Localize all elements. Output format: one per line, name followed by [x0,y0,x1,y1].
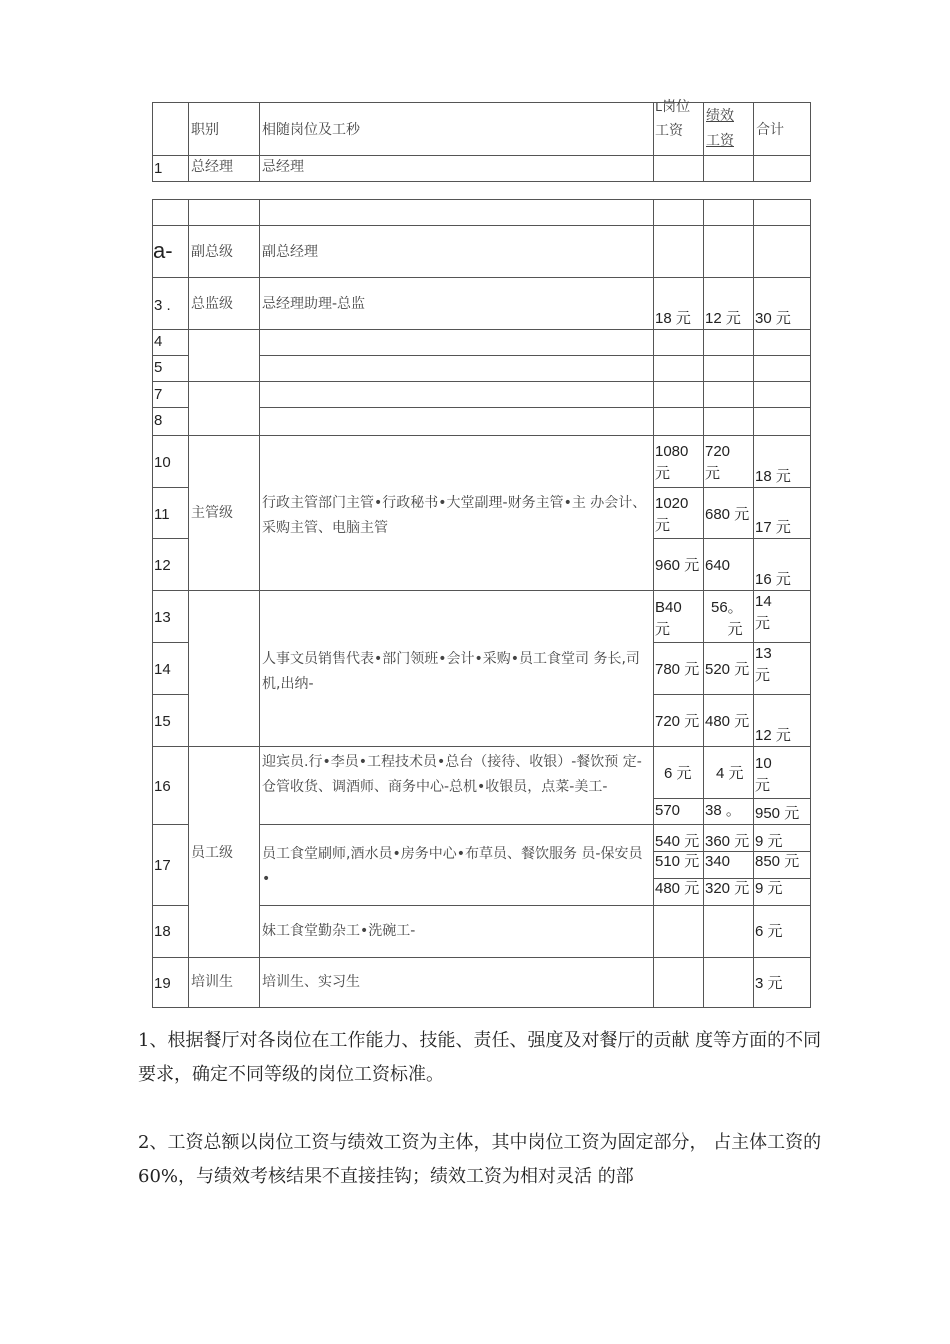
row-positions: 人事文员销售代表•部门领班•会计•采购•员工食堂司 务长,司机,出纳- [262,651,640,692]
performance-salary: 12 元 [705,310,741,327]
cell [188,199,260,226]
performance-salary: 480 元 [705,713,750,730]
cell [653,329,704,356]
base-salary: 1080 元 [655,443,689,482]
row-number: 15 [154,713,171,730]
row-positions: 忌经理 [262,159,304,175]
row-number: 4 [154,333,163,350]
row-number: 13 [154,609,171,626]
base-salary: 480 元 [655,880,700,897]
performance-salary: 640 [705,557,731,574]
cell [653,155,704,182]
cell [259,225,654,278]
cell [259,381,654,408]
row-number: 16 [154,778,171,795]
cell [703,355,754,382]
row-level: 员工级 [191,845,233,861]
cell [259,355,654,382]
row-number: 19 [154,975,171,992]
cell [753,381,811,408]
base-salary: 720 元 [655,713,700,730]
row-positions: 迎宾员.行•李员•工程技术员•总台（接待、收银）-餐饮预 定-仓管收货、调酒师、商务中心-总机•收银员，点菜-美工- [262,754,642,795]
total-salary: 30 元 [755,310,791,327]
cell [259,155,654,182]
cell [703,905,754,958]
total-salary: 850 元 [755,853,800,870]
row-number: 8 [154,412,163,429]
cell [703,957,754,1008]
paragraph-2: 2、工资总额以岗位工资与绩效工资为主体，其中岗位工资为固定部分， 占主体工资的 60%，与绩效考核结果不直接挂钩；绩效工资为相对灵活 的部 [138,1132,822,1188]
row-positions: 培训生、实习生 [262,974,360,990]
cell [259,199,654,226]
total-salary: 6 元 [755,923,783,940]
row-number: 5 [154,359,163,376]
total-salary: 950 元 [755,805,800,822]
performance-salary: 38 。 [705,802,741,819]
row-positions: 行政主管部门主管•行政秘书•大堂副理-财务主管•主 办会计、采购主管、电脑主管 [262,495,647,536]
base-salary: 18 元 [655,310,691,327]
base-salary: 780 元 [655,661,700,678]
total-salary: 16 元 [755,571,791,588]
row-number: 12 [154,557,171,574]
cell [152,199,189,226]
cell [188,381,260,436]
cell [259,329,654,356]
cell [188,590,260,747]
row-number: 10 [154,454,171,471]
row-positions: 副总经理 [262,244,318,260]
row-number: 7 [154,386,163,403]
cell [703,381,754,408]
base-salary: 540 元 [655,833,700,850]
performance-salary: 56。 元 [711,599,743,638]
cell [753,329,811,356]
total-salary: 17 元 [755,519,791,536]
cell [753,199,811,226]
performance-salary: 360 元 [705,833,750,850]
performance-salary: 520 元 [705,661,750,678]
row-level: 培训生 [191,974,233,990]
row-positions: 员工食堂刷师,酒水员•房务中心•布草员、餐饮服务 员-保安员• [262,846,643,887]
row-positions: 忌经理助理-总监 [262,296,366,312]
row-number: 3 . [154,297,171,314]
level-col-header: 职别 [191,122,219,138]
total-salary: 14 元 [755,593,772,632]
row-level: 副总级 [191,244,233,260]
cell [653,957,704,1008]
total-salary: 9 元 [755,880,783,897]
total-salary: 10 元 [755,755,772,794]
row-number: a- [153,238,173,263]
row-positions: 妹工食堂勤杂工•洗碗工- [262,923,416,939]
performance-salary: 340 [705,853,731,870]
cell [703,407,754,436]
total-col-header: 合计 [756,122,784,138]
cell [753,407,811,436]
performance-col-header: 绩效 工资 [706,108,734,149]
performance-salary: 680 元 [705,506,750,523]
cell [653,225,704,278]
cell [703,199,754,226]
total-salary: 12 元 [755,727,791,744]
cell [653,381,704,408]
cell [753,355,811,382]
total-salary: 18 元 [755,468,791,485]
row-number: 18 [154,923,171,940]
cell [753,155,811,182]
paragraph-1: 1、根据餐厅对各岗位在工作能力、技能、责任、强度及对餐厅的贡献 度等方面的不同要求，确定不同等级的岗位工资标准。 [138,1030,822,1086]
cell [653,355,704,382]
performance-salary: 4 元 [716,765,744,782]
base-salary: B40 元 [655,599,682,638]
row-number: 1 [154,160,163,177]
total-salary: 13 元 [755,645,772,684]
cell [653,905,704,958]
cell-no-header [152,102,189,156]
row-level: 主管级 [191,505,233,521]
base-salary: 1020 元 [655,495,689,534]
total-salary: 3 元 [755,975,783,992]
cell [703,155,754,182]
row-level: 总经理 [191,159,233,175]
performance-salary: 320 元 [705,880,750,897]
row-number: 17 [154,857,171,874]
base-salary: 570 [655,802,681,819]
cell [653,199,704,226]
base-salary: 510 元 [655,853,700,870]
row-level: 总监级 [191,296,233,312]
cell [703,329,754,356]
positions-col-header: 相随岗位及工秒 [262,122,360,138]
row-number: 11 [154,506,170,523]
performance-salary: 720 元 [705,443,731,482]
cell [188,329,260,382]
cell [259,407,654,436]
cell [703,225,754,278]
base-salary: 6 元 [664,765,692,782]
cell [753,225,811,278]
base-salary-col-header: ʟ岗位 工资 [655,99,691,139]
row-number: 14 [154,661,171,678]
total-salary: 9 元 [755,833,783,850]
base-salary: 960 元 [655,557,700,574]
cell [653,407,704,436]
